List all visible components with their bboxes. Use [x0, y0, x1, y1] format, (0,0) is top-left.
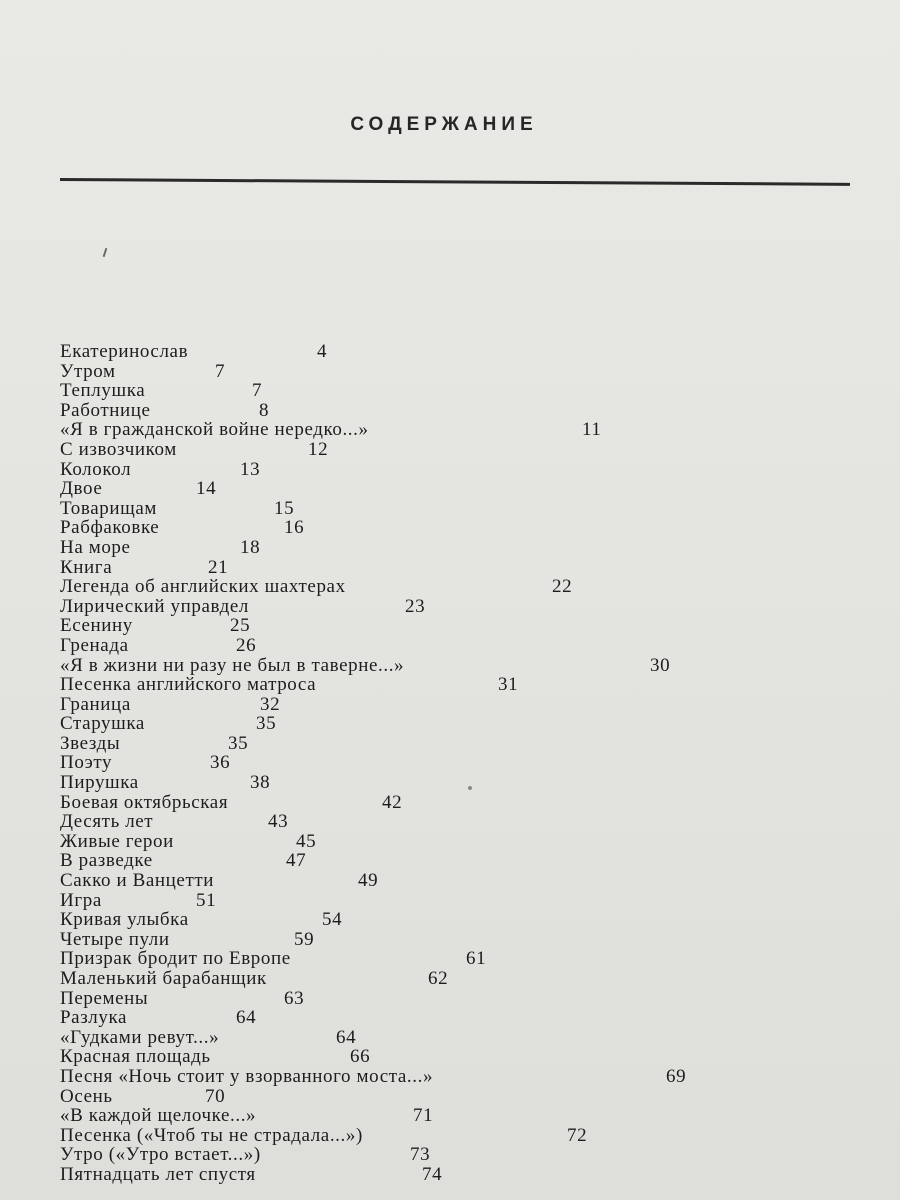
toc-entry-title: Утром [60, 360, 116, 382]
toc-entry-title: Живые герои [60, 830, 174, 852]
toc-entry-title: Игра [60, 889, 102, 911]
toc-entry-title: Кривая улыбка [60, 909, 189, 931]
toc-entry-page-number: 70 [205, 1085, 226, 1107]
toc-entry-page-number: 21 [208, 556, 229, 578]
toc-entry-title: Товарищам [60, 497, 157, 519]
toc-entry-title: Песенка английского матроса [60, 674, 317, 696]
toc-entry-page-number: 51 [196, 889, 217, 911]
toc-entry-title: Двое [60, 478, 103, 500]
toc-entry [60, 440, 860, 460]
toc-entry-title: Легенда об английских шахтерах [60, 576, 346, 598]
toc-entry-title: Песенка («Чтоб ты не страдала...») [60, 1124, 363, 1146]
toc-entry [60, 1145, 860, 1165]
toc-entry [60, 1067, 860, 1087]
toc-entry-page-number: 32 [260, 693, 281, 715]
toc-entry [60, 479, 860, 499]
toc-entry [60, 342, 860, 362]
toc-entry-page-number: 14 [196, 478, 217, 500]
toc-entry-title: Лирический управдел [60, 595, 250, 617]
toc-entry [60, 1087, 860, 1107]
toc-entry-title: «В каждой щелочке...» [60, 1105, 257, 1127]
toc-entry-page-number: 31 [498, 674, 519, 696]
toc-entry-title: Есенину [60, 615, 133, 637]
toc-entry-page-number: 49 [358, 870, 379, 892]
toc-entry-page-number: 18 [240, 536, 261, 558]
toc-entry-title: Красная площадь [60, 1046, 211, 1068]
toc-entry-page-number: 73 [410, 1144, 431, 1166]
toc-entry-page-number: 8 [259, 399, 270, 421]
toc-entry-page-number: 23 [405, 595, 426, 617]
toc-entry-page-number: 13 [240, 458, 261, 480]
toc-entry [60, 773, 860, 793]
toc-entry [60, 675, 860, 695]
toc-entry-page-number: 30 [650, 654, 671, 676]
toc-entry-title: Старушка [60, 713, 145, 735]
toc-entry-page-number: 54 [322, 909, 343, 931]
toc-entry [60, 734, 860, 754]
toc-entry-title: На море [60, 536, 131, 558]
toc-entry-title: Рабфаковке [60, 517, 160, 539]
toc-entry-page-number: 64 [236, 1007, 257, 1029]
toc-entry [60, 969, 860, 989]
toc-entry-title: Теплушка [60, 380, 146, 402]
toc-entry [60, 401, 860, 421]
toc-entry-title: Екатеринослав [60, 341, 189, 362]
toc-entry-page-number: 35 [256, 713, 277, 735]
toc-entry-title: Разлука [60, 1007, 128, 1029]
toc-entry-page-number: 36 [210, 752, 231, 774]
page-title: СОДЕРЖАНИЕ [350, 114, 538, 135]
toc-entry-title: С извозчиком [60, 438, 177, 460]
toc-entry [60, 930, 860, 950]
toc-entry-title: Книга [60, 556, 113, 578]
toc-entry [60, 597, 860, 617]
toc-entry-page-number: 59 [294, 928, 315, 950]
toc-entry [60, 989, 860, 1009]
toc-entry-title: Сакко и Ванцетти [60, 870, 215, 892]
toc-entry-page-number: 43 [268, 811, 289, 833]
toc-entry-title: Пятнадцать лет спустя [60, 1163, 256, 1185]
toc-entry-page-number: 74 [422, 1163, 443, 1185]
toc-entry [60, 420, 860, 440]
toc-entry-page-number: 47 [286, 850, 307, 872]
toc-entry-page-number: 4 [317, 341, 328, 362]
toc-entry-title: Колокол [60, 458, 132, 480]
toc-entry-page-number: 35 [228, 732, 249, 754]
toc-entry-title: Граница [60, 693, 131, 715]
toc-entry [60, 518, 860, 538]
toc-entry-page-number: 38 [250, 772, 271, 794]
toc-entry-title: Перемены [60, 987, 149, 1009]
toc-entry-page-number: 71 [413, 1105, 434, 1127]
toc-entry [60, 1047, 860, 1067]
toc-entry-title: Маленький барабанщик [60, 968, 267, 989]
toc-entry-page-number: 63 [284, 987, 305, 1009]
toc-entry [60, 538, 860, 558]
toc-entry-page-number: 45 [296, 830, 317, 852]
toc-entry-title: Песня «Ночь стоит у взорванного моста...» [60, 1065, 434, 1087]
toc-entry-title: Утро («Утро встает...») [60, 1144, 261, 1166]
toc-entry-page-number: 42 [382, 791, 403, 813]
toc-entry-title: Призрак бродит по Европе [60, 948, 291, 970]
toc-entry-page-number: 66 [350, 1046, 371, 1068]
toc-entry [60, 381, 860, 401]
toc-entry [60, 1126, 860, 1146]
toc-entry-title: «Я в гражданской войне нередко...» [60, 419, 369, 441]
toc-entry-title: «Гудками ревут...» [60, 1026, 220, 1048]
toc-entry [60, 753, 860, 773]
toc-entry [60, 812, 860, 832]
toc-entry [60, 851, 860, 871]
toc-entry-title: Гренада [60, 634, 129, 656]
toc-entry-title: Работнице [60, 399, 151, 421]
toc-entry-page-number: 7 [252, 380, 263, 402]
toc-entry-page-number: 25 [230, 615, 251, 637]
toc-entry [60, 793, 860, 813]
toc-entry [60, 499, 860, 519]
heading-divider [60, 178, 850, 186]
toc-entry [60, 616, 860, 636]
toc-entry-title: Поэту [60, 752, 113, 774]
toc-entry-page-number: 69 [666, 1065, 687, 1087]
toc-entry-title: Звезды [60, 732, 121, 754]
toc-entry [60, 1028, 860, 1048]
toc-entry-page-number: 11 [582, 419, 602, 441]
toc-entry-page-number: 16 [284, 517, 305, 539]
toc-entry [60, 871, 860, 891]
toc-entry-page-number: 72 [567, 1124, 588, 1146]
toc-entry [60, 656, 860, 676]
toc-entry [60, 695, 860, 715]
toc-entry [60, 832, 860, 852]
toc-entry [60, 558, 860, 578]
toc-entry-title: «Я в жизни ни разу не был в таверне...» [60, 654, 405, 676]
table-of-contents [60, 342, 860, 1185]
toc-entry-page-number: 12 [308, 438, 329, 460]
toc-entry [60, 460, 860, 480]
toc-entry [60, 891, 860, 911]
toc-entry [60, 577, 860, 597]
toc-entry [60, 1008, 860, 1028]
toc-entry [60, 362, 860, 382]
toc-entry [60, 714, 860, 734]
toc-entry-title: Четыре пули [60, 928, 170, 950]
toc-entry-page-number: 64 [336, 1026, 357, 1048]
paper-speck [103, 248, 108, 257]
toc-entry-title: Десять лет [60, 811, 154, 833]
toc-entry-page-number: 22 [552, 576, 573, 598]
toc-entry [60, 1106, 860, 1126]
toc-entry-title: Боевая октябрьская [60, 791, 229, 813]
toc-entry-page-number: 61 [466, 948, 487, 970]
toc-entry-title: Пирушка [60, 772, 139, 794]
toc-entry-page-number: 26 [236, 634, 257, 656]
toc-entry-page-number: 62 [428, 968, 449, 989]
toc-entry-page-number: 7 [215, 360, 226, 382]
toc-entry-title: В разведке [60, 850, 153, 872]
toc-entry [60, 910, 860, 930]
toc-entry [60, 949, 860, 969]
toc-entry [60, 1165, 860, 1185]
toc-entry-page-number: 15 [274, 497, 295, 519]
toc-entry [60, 636, 860, 656]
toc-entry-title: Осень [60, 1085, 113, 1107]
